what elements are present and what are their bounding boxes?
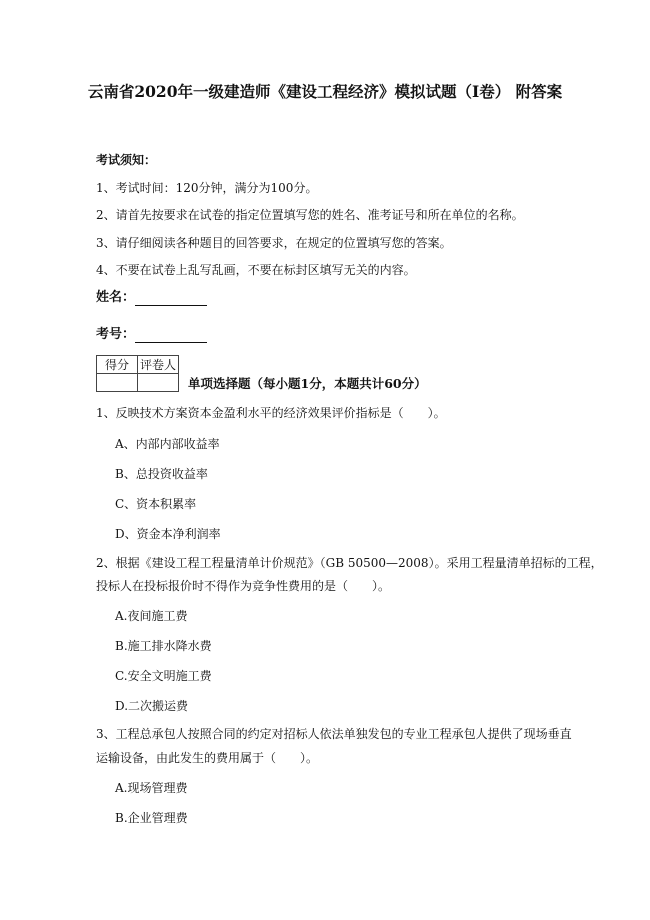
question-stem: 投标人在投标报价时不得作为竞争性费用的是（ ）。 <box>96 579 391 593</box>
section-title: 单项选择题（每小题1分，本题共计60分） <box>188 376 427 391</box>
grader-header: 评卷人 <box>138 356 179 374</box>
question-option[interactable]: B.施工排水降水费 <box>115 639 212 653</box>
question-option[interactable]: B.企业管理费 <box>115 811 188 825</box>
question-option[interactable]: A.夜间施工费 <box>115 609 188 623</box>
notice-item: 1、考试时间：120分钟，满分为100分。 <box>96 181 318 195</box>
notice-item: 2、请首先按要求在试卷的指定位置填写您的姓名、准考证号和所在单位的名称。 <box>96 208 524 222</box>
id-label: 考号： <box>96 327 136 342</box>
id-blank[interactable] <box>135 328 207 343</box>
question-option[interactable]: C、资本积累率 <box>115 497 197 511</box>
question-option[interactable]: A、内部内部收益率 <box>115 437 220 451</box>
score-cell[interactable] <box>97 374 138 392</box>
score-header: 得分 <box>97 356 138 374</box>
name-blank[interactable] <box>135 291 207 306</box>
name-field[interactable] <box>96 290 207 306</box>
score-table <box>96 355 179 392</box>
question-stem: 1、反映技术方案资本金盈利水平的经济效果评价指标是（ ）。 <box>96 406 446 420</box>
name-label: 姓名： <box>96 290 136 305</box>
notice-heading: 考试须知： <box>96 153 157 167</box>
question-stem: 2、根据《建设工程工程量清单计价规范》（GB 50500—2008）。采用工程量清单招标的工程， <box>96 556 603 570</box>
id-field[interactable] <box>96 327 207 343</box>
notice-item: 4、不要在试卷上乱写乱画，不要在标封区填写无关的内容。 <box>96 263 416 277</box>
question-option[interactable]: D、资金本净利润率 <box>115 527 221 541</box>
grader-cell[interactable] <box>138 374 179 392</box>
question-option[interactable]: A.现场管理费 <box>115 781 188 795</box>
question-option[interactable]: D.二次搬运费 <box>115 699 189 713</box>
notice-item: 3、请仔细阅读各种题目的回答要求，在规定的位置填写您的答案。 <box>96 236 452 250</box>
question-stem: 运输设备，由此发生的费用属于（ ）。 <box>96 751 319 765</box>
page-title: 云南省2020年一级建造师《建设工程经济》模拟试题（I卷） 附答案 <box>87 82 563 101</box>
question-stem: 3、工程总承包人按照合同的约定对招标人依法单独发包的专业工程承包人提供了现场垂直 <box>96 727 572 741</box>
question-option[interactable]: B、总投资收益率 <box>115 467 208 481</box>
question-option[interactable]: C.安全文明施工费 <box>115 669 212 683</box>
